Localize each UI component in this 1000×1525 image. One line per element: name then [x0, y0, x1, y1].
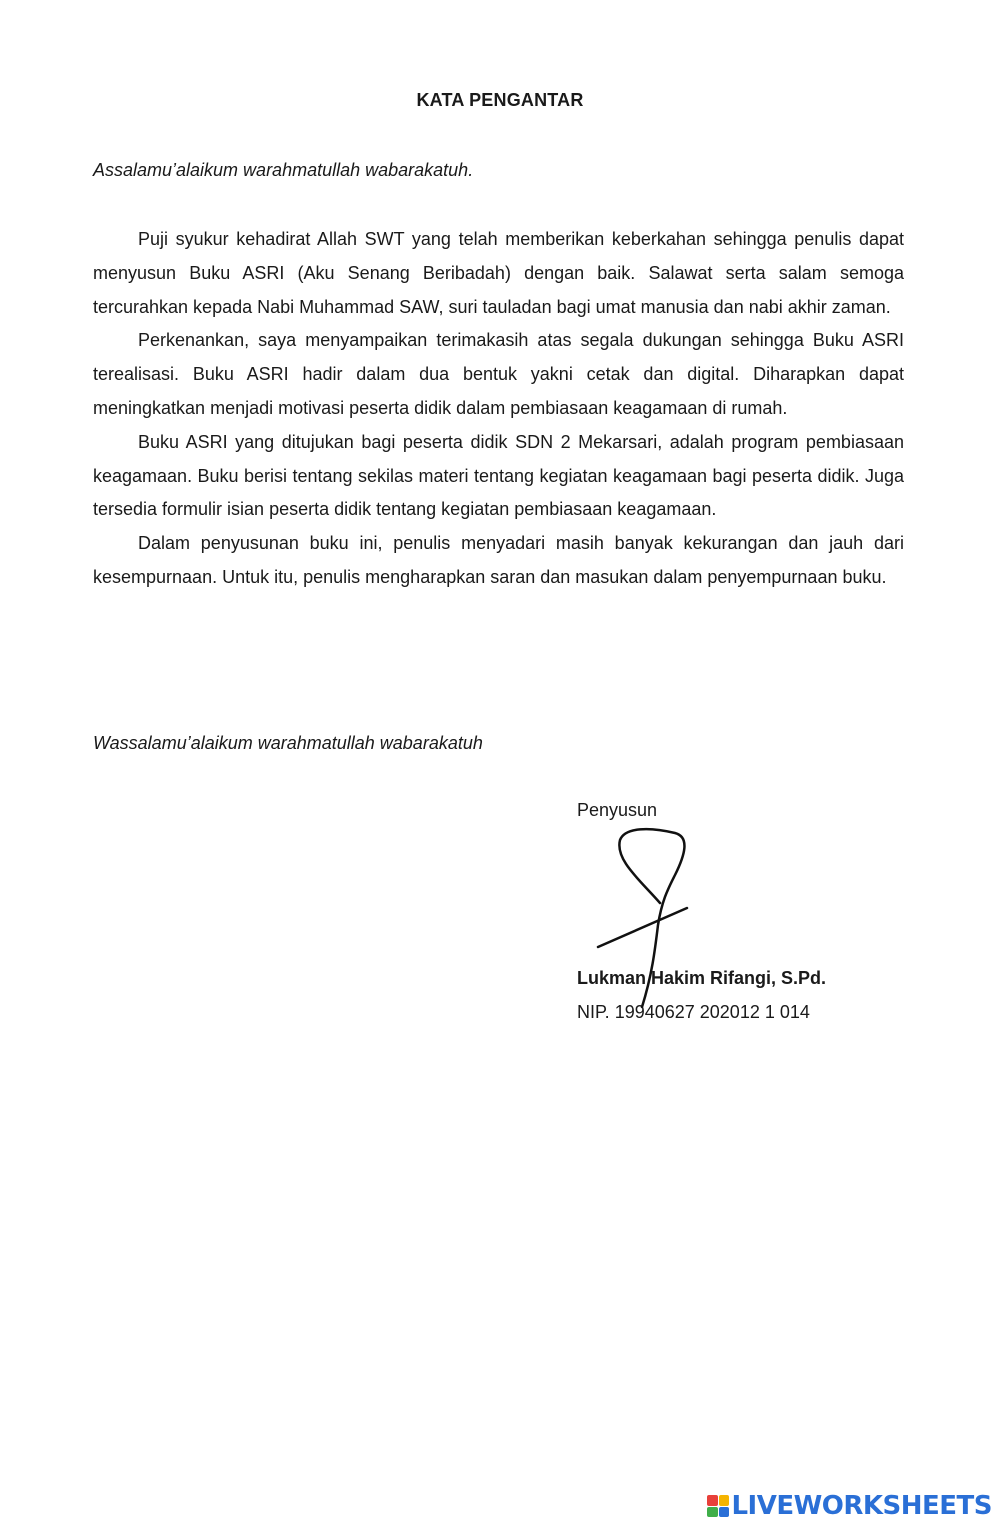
closing-greeting: Wassalamu’alaikum warahmatullah wabarakatuh [93, 733, 483, 753]
logo-mark-icon [707, 1495, 729, 1517]
handwritten-signature [590, 825, 700, 1015]
body-text [93, 223, 904, 595]
logo-text: LIVEWORKSHEETS [731, 1491, 992, 1521]
paragraph: Puji syukur kehadirat Allah SWT yang telah memberikan keberkahan sehingga penulis dapat menyusun Buku ASRI (Aku Senang Beribadah) dengan baik. Salawat serta salam semoga tercurahkan kepada Nabi Muhammad SAW, suri tauladan bagi umat manusia dan nabi akhir zaman. [93, 229, 904, 317]
signature-label: Penyusun [577, 800, 658, 820]
paragraph: Buku ASRI yang ditujukan bagi peserta didik SDN 2 Mekarsari, adalah program pembiasaan keagamaan. Buku berisi tentang sekilas materi tentang kegiatan keagamaan bagi peserta didik. Juga tersedia formulir isian peserta didik tentang kegiatan pembiasaan keagamaan. [93, 431, 904, 520]
signer-nip: NIP. 19940627 202012 1 014 [577, 1002, 810, 1022]
page-title: KATA PENGANTAR [416, 90, 584, 110]
signer-name: Lukman Hakim Rifangi, S.Pd. [577, 968, 827, 988]
paragraph: Dalam penyusunan buku ini, penulis menyadari masih banyak kekurangan dan jauh dari kesempurnaan. Untuk itu, penulis mengharapkan saran dan masukan dalam penyempurnaan buku. [93, 533, 904, 587]
paragraph: Perkenankan, saya menyampaikan terimakasih atas segala dukungan sehingga Buku ASRI terealisasi. Buku ASRI hadir dalam dua bentuk yakni cetak dan digital. Diharapkan dapat meningkatkan menjadi motivasi peserta didik dalam pembiasaan keagamaan di rumah. [93, 330, 904, 418]
opening-greeting: Assalamu’alaikum warahmatullah wabarakatuh. [93, 160, 474, 180]
liveworksheets-logo [707, 1491, 992, 1521]
